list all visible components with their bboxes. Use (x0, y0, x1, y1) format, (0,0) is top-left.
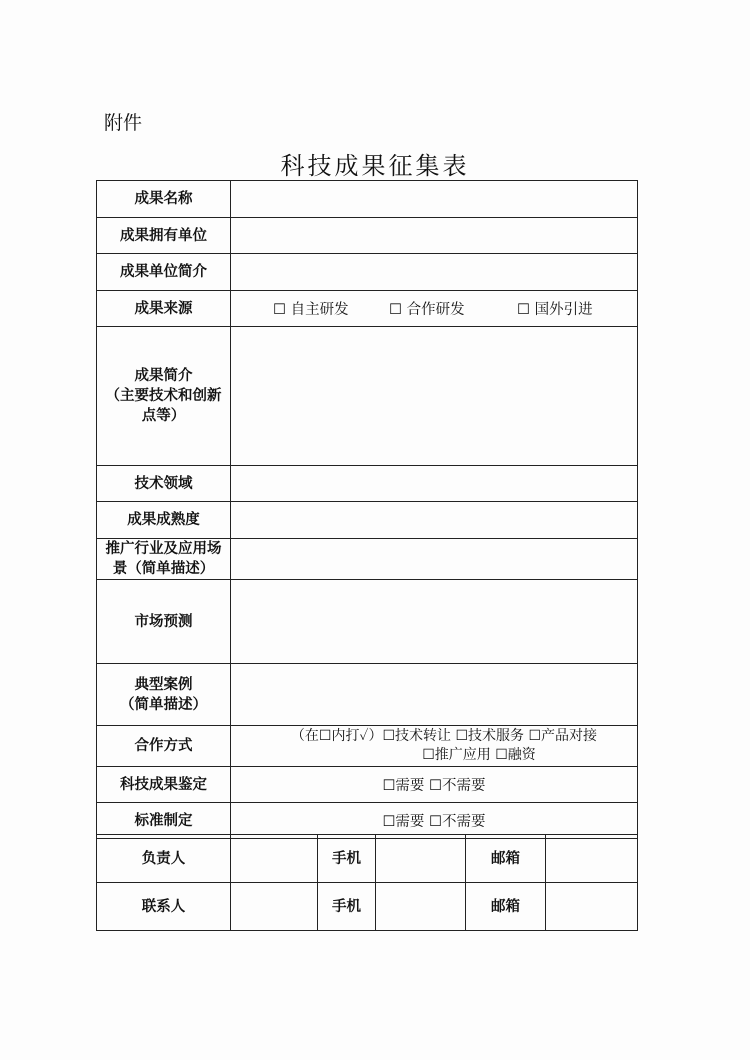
cooperation-line1: （在☐内打✓）☐技术转让 ☐技术服务 ☐产品对接 (290, 728, 598, 744)
label-market: 市场预测 (97, 580, 231, 664)
contact-table (96, 834, 638, 931)
label-responsible: 负责人 (97, 835, 231, 883)
cooperation-line2: ☐推广应用 ☐融资 (422, 747, 536, 763)
checkbox-co-developed[interactable]: ☐ 合作研发 (389, 302, 465, 318)
page-title: 科技成果征集表 (280, 152, 470, 180)
label-email-1: 邮箱 (466, 835, 546, 883)
attachment-label: 附件 (104, 112, 143, 134)
label-source: 成果来源 (97, 291, 231, 327)
form-table (96, 180, 638, 839)
label-contact: 联系人 (97, 883, 231, 931)
label-tech-field: 技术领域 (97, 466, 231, 502)
input-phone-2[interactable] (376, 883, 466, 931)
input-email-2[interactable] (546, 883, 638, 931)
standard-options[interactable]: ☐需要 ☐不需要 (231, 803, 638, 839)
checkbox-self-developed[interactable]: ☐ 自主研发 (273, 302, 349, 318)
label-maturity: 成果成熟度 (97, 502, 231, 539)
summary-sub2: 点等） (141, 407, 186, 424)
label-standard: 标准制定 (97, 803, 231, 839)
source-options (231, 291, 638, 327)
label-phone-2: 手机 (318, 883, 376, 931)
input-owner-unit[interactable] (231, 218, 638, 254)
case-title: 典型案例 (134, 675, 193, 693)
case-sub: （简单描述） (120, 695, 207, 713)
label-phone-1: 手机 (318, 835, 376, 883)
input-application[interactable] (231, 539, 638, 580)
label-application (97, 539, 231, 580)
label-summary (97, 327, 231, 466)
application-line2: 景（简单描述） (112, 560, 215, 577)
input-summary[interactable] (231, 327, 638, 466)
input-maturity[interactable] (231, 502, 638, 539)
summary-sub: （主要技术和创新 (105, 387, 222, 404)
input-email-1[interactable] (546, 835, 638, 883)
input-case[interactable] (231, 664, 638, 726)
label-owner-unit: 成果拥有单位 (97, 218, 231, 254)
label-case (97, 664, 231, 726)
appraisal-options[interactable]: ☐需要 ☐不需要 (231, 767, 638, 803)
application-line1: 推广行业及应用场 (105, 540, 222, 557)
input-achievement-name[interactable] (231, 181, 638, 218)
label-achievement-name: 成果名称 (97, 181, 231, 218)
input-responsible-name[interactable] (231, 835, 318, 883)
input-market[interactable] (231, 580, 638, 664)
input-unit-intro[interactable] (231, 254, 638, 291)
label-appraisal: 科技成果鉴定 (97, 767, 231, 803)
label-cooperation: 合作方式 (97, 726, 231, 767)
cooperation-options[interactable] (231, 726, 638, 767)
label-unit-intro: 成果单位简介 (97, 254, 231, 291)
label-email-2: 邮箱 (466, 883, 546, 931)
input-contact-name[interactable] (231, 883, 318, 931)
summary-title: 成果简介 (134, 367, 193, 384)
input-phone-1[interactable] (376, 835, 466, 883)
input-tech-field[interactable] (231, 466, 638, 502)
checkbox-imported[interactable]: ☐ 国外引进 (517, 302, 593, 318)
